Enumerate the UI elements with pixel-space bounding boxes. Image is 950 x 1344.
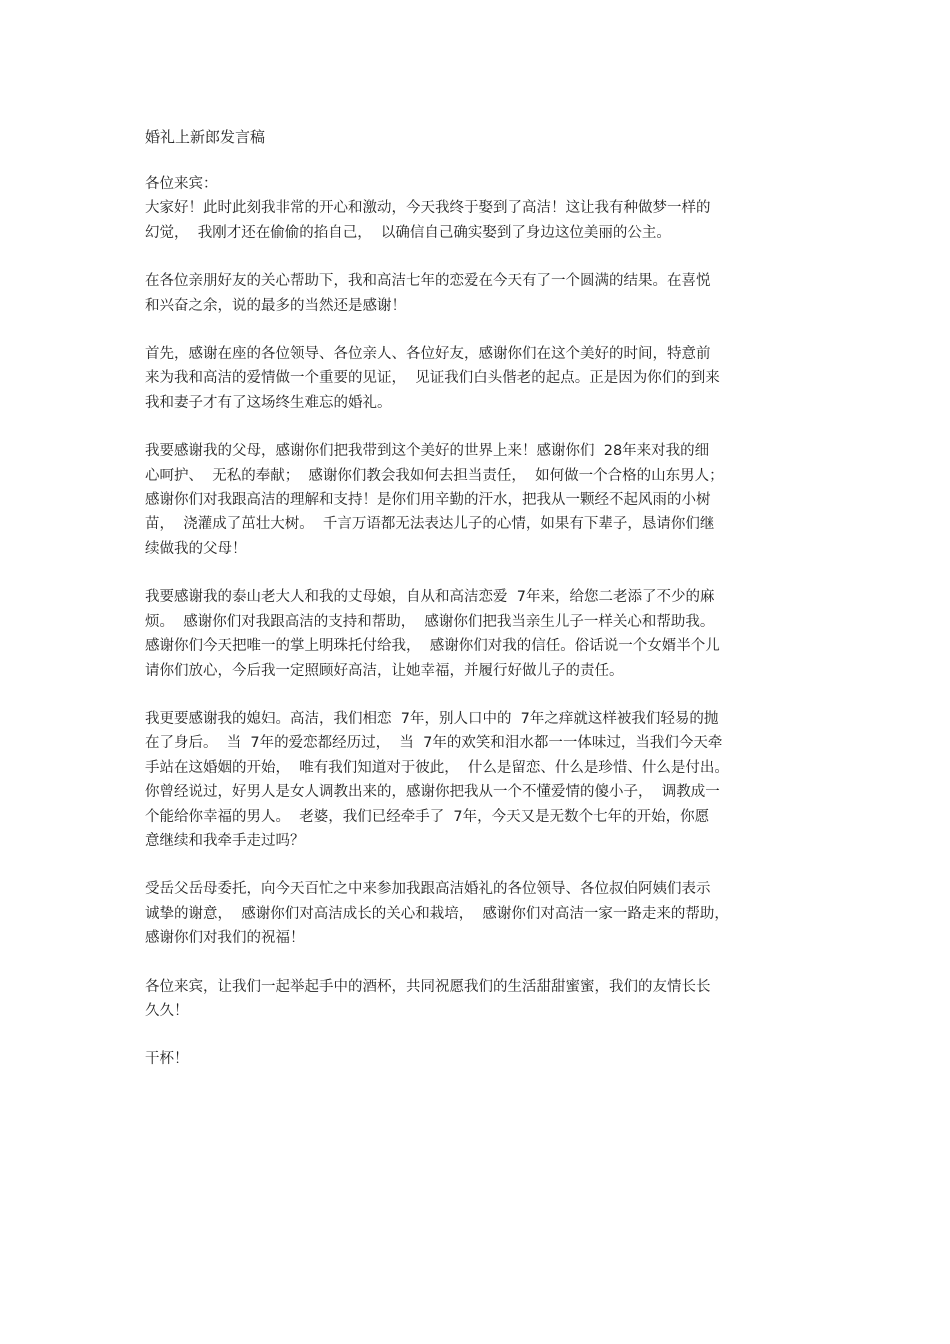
paragraph-line: 大家好！此时此刻我非常的开心和激动，今天我终于娶到了高洁！这让我有种做梦一样的 [145,200,711,217]
paragraph-line: 手站在这婚姻的开始， 唯有我们知道对于彼此， 什么是留恋、什么是珍惜、什么是付出。 [145,759,729,776]
paragraph [145,439,810,561]
paragraph [145,172,810,245]
document-body [145,172,810,1072]
paragraph-line: 久久！ [145,1002,189,1019]
paragraph-line: 各位来宾，让我们一起举起手中的酒杯，共同祝愿我们的生活甜甜蜜蜜，我们的友情长长 [145,978,711,995]
paragraph-line: 首先，感谢在座的各位领导、各位亲人、各位好友，感谢你们在这个美好的时间，特意前 [145,346,711,363]
paragraph [145,342,810,415]
paragraph [145,269,810,318]
paragraph-line: 苗， 浇灌成了茁壮大树。 千言万语都无法表达儿子的心情，如果有下辈子，恳请你们继 [145,516,715,533]
paragraph-line: 在各位亲朋好友的关心帮助下，我和高洁七年的恋爱在今天有了一个圆满的结果。在喜悦 [145,273,711,290]
paragraph-line: 各位来宾： [145,176,218,192]
paragraph [145,1047,810,1071]
paragraph-line: 感谢你们对我们的祝福！ [145,930,305,947]
paragraph-line: 请你们放心，今后我一定照顾好高洁，让她幸福，并履行好做儿子的责任。 [145,662,624,679]
paragraph [145,877,810,950]
paragraph-line: 在了身后。 当 7年的爱恋都经历过， 当 7年的欢笑和泪水都一一体味过，当我们今天牵 [145,735,723,752]
paragraph-line: 心呵护、 无私的奉献； 感谢你们教会我如何去担当责任， 如何做一个合格的山东男人； [145,467,724,484]
paragraph-line: 个能给你幸福的男人。 老婆，我们已经牵手了 7年，今天又是无数个七年的开始，你愿 [145,808,710,825]
paragraph-line: 感谢你们今天把唯一的掌上明珠托付给我， 感谢你们对我的信任。俗话说一个女婿半个儿 [145,638,720,655]
paragraph-line: 烦。 感谢你们对我跟高洁的支持和帮助， 感谢你们把我当亲生儿子一样关心和帮助我。 [145,613,715,630]
paragraph-line: 意继续和我牵手走过吗？ [145,832,305,849]
paragraph-line: 续做我的父母！ [145,540,247,557]
paragraph [145,707,810,853]
paragraph-line: 感谢你们对我跟高洁的理解和支持！是你们用辛勤的汗水，把我从一颗经不起风雨的小树 [145,492,711,509]
paragraph-line: 干杯！ [145,1051,189,1068]
paragraph-line: 受岳父岳母委托，向今天百忙之中来参加我跟高洁婚礼的各位领导、各位叔伯阿姨们表示 [145,881,711,898]
paragraph-line: 我要感谢我的泰山老大人和我的丈母娘，自从和高洁恋爱 7年来，给您二老添了不少的麻 [145,589,715,606]
paragraph-line: 诚挚的谢意， 感谢你们对高洁成长的关心和栽培， 感谢你们对高洁一家一路走来的帮助， [145,905,729,922]
document-title: 婚礼上新郎发言稿 [145,128,266,146]
paragraph-line: 你曾经说过，好男人是女人调教出来的，感谢你把我从一个不懂爱情的傻小子， 调教成一 [145,784,720,801]
paragraph-line: 来为我和高洁的爱情做一个重要的见证， 见证我们白头偕老的起点。正是因为你们的到来 [145,370,720,387]
document-page [145,125,810,1096]
paragraph [145,975,810,1024]
paragraph [145,585,810,683]
paragraph-line: 我要感谢我的父母，感谢你们把我带到这个美好的世界上来！感谢你们 28年来对我的细 [145,443,710,460]
paragraph-line: 幻觉， 我刚才还在偷偷的掐自己， 以确信自己确实娶到了身边这位美丽的公主。 [145,224,671,241]
paragraph-line: 和兴奋之余，说的最多的当然还是感谢！ [145,297,406,314]
paragraph-line: 我和妻子才有了这场终生难忘的婚礼。 [145,394,392,411]
paragraph-line: 我更要感谢我的媳妇。高洁，我们相恋 7年，别人口中的 7年之痒就这样被我们轻易的抛 [145,710,719,727]
